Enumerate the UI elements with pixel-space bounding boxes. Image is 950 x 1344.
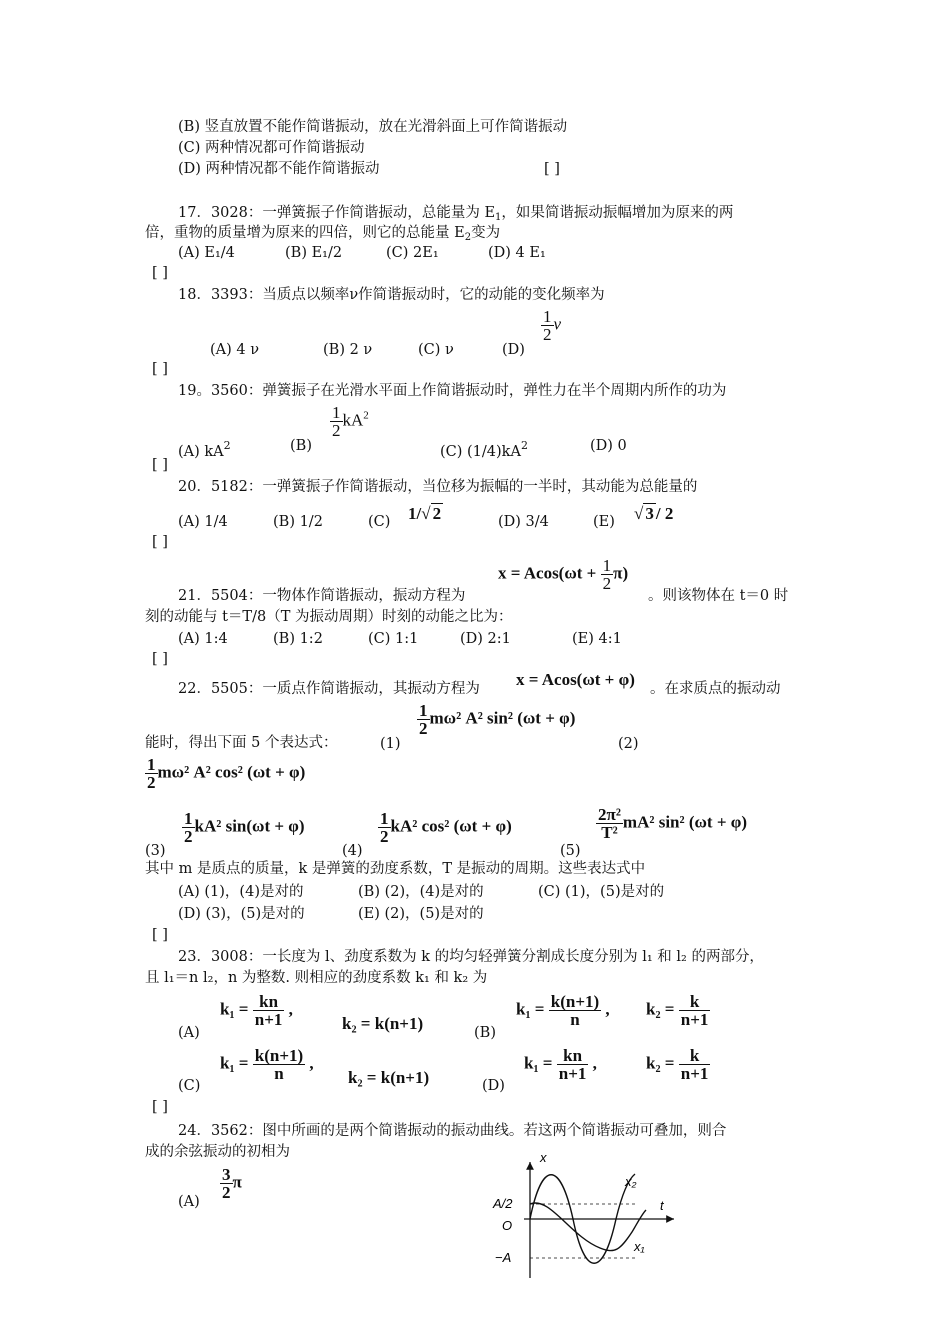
q19-stem: 19。3560：弹簧振子在光滑水平面上作简谐振动时，弹性力在半个周期内所作的功为: [178, 383, 727, 399]
q16-option-c: (C) 两种情况都可作简谐振动: [178, 140, 365, 156]
q22-label-4: (4): [342, 843, 363, 859]
curve-x1-label: x₁: [634, 1239, 645, 1254]
q20-option-c-formula: 1/√ 2: [408, 504, 442, 523]
curve-x2-label: x₂: [625, 1174, 637, 1189]
q22-expr-2: $\frac{1}{2}$ mω² A² cos² (ωt + φ): [147, 755, 306, 792]
q23-stem-2: 且 l₁＝n l₂，n 为整数. 则相应的劲度系数 k₁ 和 k₂ 为: [145, 970, 488, 986]
q21-option-e: (E) 4:1: [572, 631, 622, 647]
q22-option-a: (A) (1)，(4)是对的: [178, 884, 304, 900]
q19-option-c: (C) $(1/4)kA^2$: [440, 439, 528, 460]
q19-option-a: (A) $kA^2$: [178, 439, 231, 460]
q21-stem-1b: 。则该物体在 t＝0 时: [648, 588, 789, 604]
q22-label-1: (1): [380, 736, 401, 752]
q17-stem-1: 17．3028：一弹簧振子作简谐振动，总能量为 $E_1$，如果简谐振动振幅增加为原来的两: [178, 205, 734, 223]
q18-stem: 18．3393：当质点以频率ν作简谐振动时，它的动能的变化频率为: [178, 287, 605, 303]
t-axis-label: t: [660, 1198, 664, 1213]
q17-stem-2: 倍，重物的质量增为原来的四倍，则它的总能量 $E_2$变为: [145, 225, 501, 243]
q20-option-a: (A) 1/4: [178, 514, 228, 530]
q21-option-a: (A) 1:4: [178, 631, 228, 647]
q18-option-a: (A) 4 ν: [210, 342, 260, 358]
q23-option-b-k1: k₁ = $\frac{k(n+1)}{n}$ ,: [516, 992, 610, 1029]
q23-label-b: (B): [474, 1025, 496, 1041]
q17-option-a: (A) E₁/4: [178, 245, 235, 261]
q18-option-d: (D): [502, 342, 525, 358]
q19-option-b-formula: $\frac{1}{2}$ $kA^2$: [332, 403, 369, 440]
q22-answer-bracket: [ ]: [152, 927, 168, 943]
q20-option-e-formula: √ 3 / 2: [634, 504, 674, 523]
q23-option-b-k2: k₂ = $\frac{k}{n+1}$: [646, 992, 709, 1029]
q23-option-a-k2: k₂ = k(n+1): [342, 1014, 424, 1033]
curve-x1: [530, 1203, 646, 1251]
q24-stem-1: 24．3562：图中所画的是两个简谐振动的振动曲线。若这两个简谐振动可叠加，则合: [178, 1123, 727, 1139]
q23-label-a: (A): [178, 1025, 200, 1041]
q19-option-b: (B): [290, 438, 312, 454]
q17-option-c: (C) 2E₁: [386, 245, 439, 261]
q23-answer-bracket: [ ]: [152, 1099, 168, 1115]
q21-stem-2: 刻的动能与 t＝T/8（T 为振动周期）时刻的动能之比为：: [145, 609, 513, 625]
q19-answer-bracket: [ ]: [152, 457, 168, 473]
q22-label-3: (3): [145, 843, 166, 859]
q23-label-c: (C): [178, 1078, 201, 1094]
q22-equation: x = Acos(ωt + φ): [516, 670, 635, 689]
q23-option-c-k2: k₂ = k(n+1): [348, 1068, 430, 1087]
q17-option-b: (B) E₁/2: [285, 245, 343, 261]
q23-option-d-k1: k₁ = $\frac{kn}{n+1}$ ,: [524, 1046, 597, 1083]
q16-answer-bracket: [ ]: [544, 161, 560, 177]
q22-option-b: (B) (2)，(4)是对的: [358, 884, 484, 900]
q24-option-a: (A): [178, 1194, 200, 1210]
q23-option-c-k1: k₁ = $\frac{k(n+1)}{n}$ ,: [220, 1046, 314, 1083]
q22-label-2: (2): [618, 736, 639, 752]
y-axis-label: x: [540, 1150, 547, 1165]
a-half-label: A/2: [493, 1196, 513, 1211]
q22-stem-1: 22．5505：一质点作简谐振动，其振动方程为: [178, 681, 480, 697]
q21-option-d: (D) 2:1: [460, 631, 511, 647]
q22-stem-1b: 。在求质点的振动动: [650, 681, 781, 697]
q24-stem-2: 成的余弦振动的初相为: [145, 1144, 290, 1160]
q22-expr-5: $\frac{\text{2π²}}{\text{T²}}$ mA² sin² (ωt + φ): [598, 805, 748, 842]
neg-a-label: −A: [495, 1250, 512, 1265]
q21-equation: x = Acos(ωt + $\frac{1}{2}$ π): [498, 556, 629, 593]
q17-answer-bracket: [ ]: [152, 265, 168, 281]
q16-option-b: (B) 竖直放置不能作简谐振动，放在光滑斜面上可作简谐振动: [178, 119, 568, 135]
q23-option-d-k2: k₂ = $\frac{k}{n+1}$: [646, 1046, 709, 1083]
q16-option-d: (D) 两种情况都不能作简谐振动: [178, 161, 380, 177]
q20-stem: 20．5182：一弹簧振子作简谐振动，当位移为振幅的一半时，其动能为总能量的: [178, 479, 698, 495]
q24-option-a-formula: $\frac{3}{2}$ π: [222, 1165, 242, 1202]
q22-expr-3: $\frac{1}{2}$ kA² sin(ωt + φ): [184, 809, 305, 846]
q21-option-c: (C) 1:1: [368, 631, 419, 647]
q20-option-b: (B) 1/2: [273, 514, 323, 530]
q21-answer-bracket: [ ]: [152, 651, 168, 667]
origin-label: O: [502, 1218, 513, 1233]
q18-option-d-formula: $\frac{1}{2}$ ν: [543, 307, 562, 344]
q22-option-d: (D) (3)，(5)是对的: [178, 906, 305, 922]
q21-stem-1: 21．5504：一物体作简谐振动，振动方程为: [178, 588, 466, 604]
q18-answer-bracket: [ ]: [152, 361, 168, 377]
q18-option-c: (C) ν: [418, 342, 454, 358]
q20-option-c: (C): [368, 514, 391, 530]
q22-option-e: (E) (2)，(5)是对的: [358, 906, 484, 922]
q23-label-d: (D): [482, 1078, 505, 1094]
q22-note: 其中 m 是质点的质量，k 是弹簧的劲度系数，T 是振动的周期。这些表达式中: [145, 861, 646, 877]
q23-stem-1: 23．3008：一长度为 l、劲度系数为 k 的均匀轻弹簧分割成长度分别为 l₁ 和 l₂ 的两部分，: [178, 949, 764, 965]
q23-option-a-k1: k₁ = $\frac{kn}{n+1}$ ,: [220, 992, 293, 1029]
q22-option-c: (C) (1)，(5)是对的: [538, 884, 665, 900]
q21-option-b: (B) 1:2: [273, 631, 323, 647]
q20-option-d: (D) 3/4: [498, 514, 549, 530]
q22-stem-2: 能时，得出下面 5 个表达式：: [145, 735, 338, 751]
q19-option-d: (D) 0: [590, 438, 627, 454]
q18-option-b: (B) 2 ν: [323, 342, 373, 358]
q22-expr-1: $\frac{1}{2}$ mω² A² sin² (ωt + φ): [419, 701, 576, 738]
q22-expr-4: $\frac{1}{2}$ kA² cos² (ωt + φ): [380, 809, 512, 846]
q22-label-5: (5): [560, 843, 581, 859]
q20-answer-bracket: [ ]: [152, 534, 168, 550]
q20-option-e: (E): [593, 514, 615, 530]
vibration-curves-graph: [480, 1140, 690, 1280]
q17-option-d: (D) 4 E₁: [488, 245, 546, 261]
